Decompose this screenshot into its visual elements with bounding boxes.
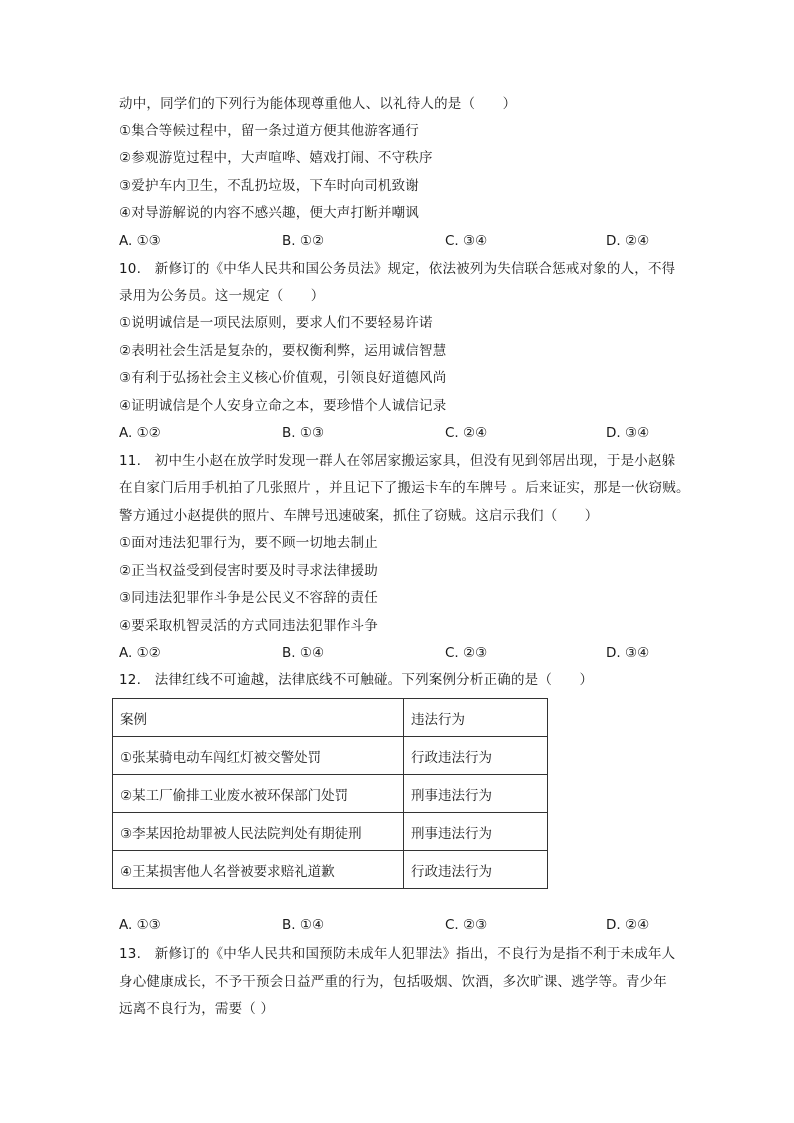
q10-choice-a: A. ①② [119, 425, 161, 441]
table-row [113, 851, 548, 889]
q11-choice-a: A. ①② [119, 645, 161, 661]
table-header-row [113, 699, 548, 737]
table-header-violation: 违法行为 [404, 699, 548, 737]
q12-choice-c: C. ②③ [445, 917, 488, 933]
q11-option-4: ④要采取机智灵活的方式同违法犯罪作斗争 [119, 618, 378, 634]
q13-stem-line3: 远离不良行为，需要（ ） [119, 1001, 275, 1017]
q9-choice-b: B. ①② [282, 233, 325, 249]
q10-choice-d: D. ③④ [606, 425, 650, 441]
q9-stem-tail: 动中，同学们的下列行为能体现尊重他人、以礼待人的是（ ） [119, 96, 517, 112]
q10-stem-line1: 10. 新修订的《中华人民共和国公务员法》规定，依法被列为失信联合惩戒对象的人，不得 [119, 261, 676, 277]
q13-stem-line1: 13. 新修订的《中华人民共和国预防未成年人犯罪法》指出，不良行为是指不利于未成年人 [119, 946, 676, 962]
q12-case-table [112, 698, 548, 889]
q9-option-3: ③爱护车内卫生，不乱扔垃圾，下车时向司机致谢 [119, 178, 420, 194]
table-cell-case: ④王某损害他人名誉被要求赔礼道歉 [113, 851, 404, 889]
q9-choices [119, 231, 679, 251]
table-row [113, 737, 548, 775]
q11-option-3: ③同违法犯罪作斗争是公民义不容辞的责任 [119, 590, 378, 606]
q10-choice-b: B. ①③ [282, 425, 325, 441]
q9-choice-c: C. ③④ [445, 233, 488, 249]
q12-choice-b: B. ①④ [282, 917, 325, 933]
q11-choices [119, 643, 679, 663]
q11-stem-line1: 11. 初中生小赵在放学时发现一群人在邻居家搬运家具，但没有见到邻居出现，于是小赵躲 [119, 453, 676, 469]
q10-option-3: ③有利于弘扬社会主义核心价值观，引领良好道德风尚 [119, 370, 447, 386]
q12-choice-a: A. ①③ [119, 917, 161, 933]
q12-stem: 12. 法律红线不可逾越，法律底线不可触碰。下列案例分析正确的是（ ） [119, 672, 594, 688]
q11-stem-line3: 警方通过小赵提供的照片、车牌号迅速破案，抓住了窃贼。这启示我们（ ） [119, 508, 599, 524]
q10-choice-c: C. ②④ [445, 425, 488, 441]
q11-choice-b: B. ①④ [282, 645, 325, 661]
table-row [113, 813, 548, 851]
q11-option-1: ①面对违法犯罪行为，要不顾一切地去制止 [119, 535, 378, 551]
q11-choice-c: C. ②③ [445, 645, 488, 661]
table-cell-violation: 刑事违法行为 [404, 813, 548, 851]
q11-choice-d: D. ③④ [606, 645, 650, 661]
q9-choice-a: A. ①③ [119, 233, 161, 249]
table-header-case: 案例 [113, 699, 404, 737]
table-row [113, 775, 548, 813]
q9-option-4: ④对导游解说的内容不感兴趣，便大声打断并嘲讽 [119, 205, 420, 221]
table-cell-case: ③李某因抢劫罪被人民法院判处有期徒刑 [113, 813, 404, 851]
q11-option-2: ②正当权益受到侵害时要及时寻求法律援助 [119, 563, 378, 579]
q10-choices [119, 423, 679, 443]
q10-option-2: ②表明社会生活是复杂的，要权衡利弊，运用诚信智慧 [119, 343, 447, 359]
table-cell-violation: 行政违法行为 [404, 737, 548, 775]
table-cell-case: ②某工厂偷排工业废水被环保部门处罚 [113, 775, 404, 813]
table-cell-case: ①张某骑电动车闯红灯被交警处罚 [113, 737, 404, 775]
q12-choice-d: D. ②④ [606, 917, 650, 933]
q10-option-4: ④证明诚信是个人安身立命之本，要珍惜个人诚信记录 [119, 398, 447, 414]
q12-choices [119, 915, 679, 935]
q9-choice-d: D. ②④ [606, 233, 650, 249]
table-cell-violation: 刑事违法行为 [404, 775, 548, 813]
q10-option-1: ①说明诚信是一项民法原则，要求人们不要轻易许诺 [119, 315, 433, 331]
q9-option-2: ②参观游览过程中，大声喧哗、嬉戏打闹、不守秩序 [119, 150, 433, 166]
q13-stem-line2: 身心健康成长，不予干预会日益严重的行为，包括吸烟、饮酒，多次旷课、逃学等。青少年 [119, 974, 667, 990]
q11-stem-line2: 在自家门后用手机拍了几张照片 ，并且记下了搬运卡车的车牌号 。后来证实，那是一伙窃贼。 [119, 480, 690, 496]
q9-option-1: ①集合等候过程中，留一条过道方便其他游客通行 [119, 123, 420, 139]
q10-stem-line2: 录用为公务员。这一规定（ ） [119, 288, 325, 304]
table-cell-violation: 行政违法行为 [404, 851, 548, 889]
